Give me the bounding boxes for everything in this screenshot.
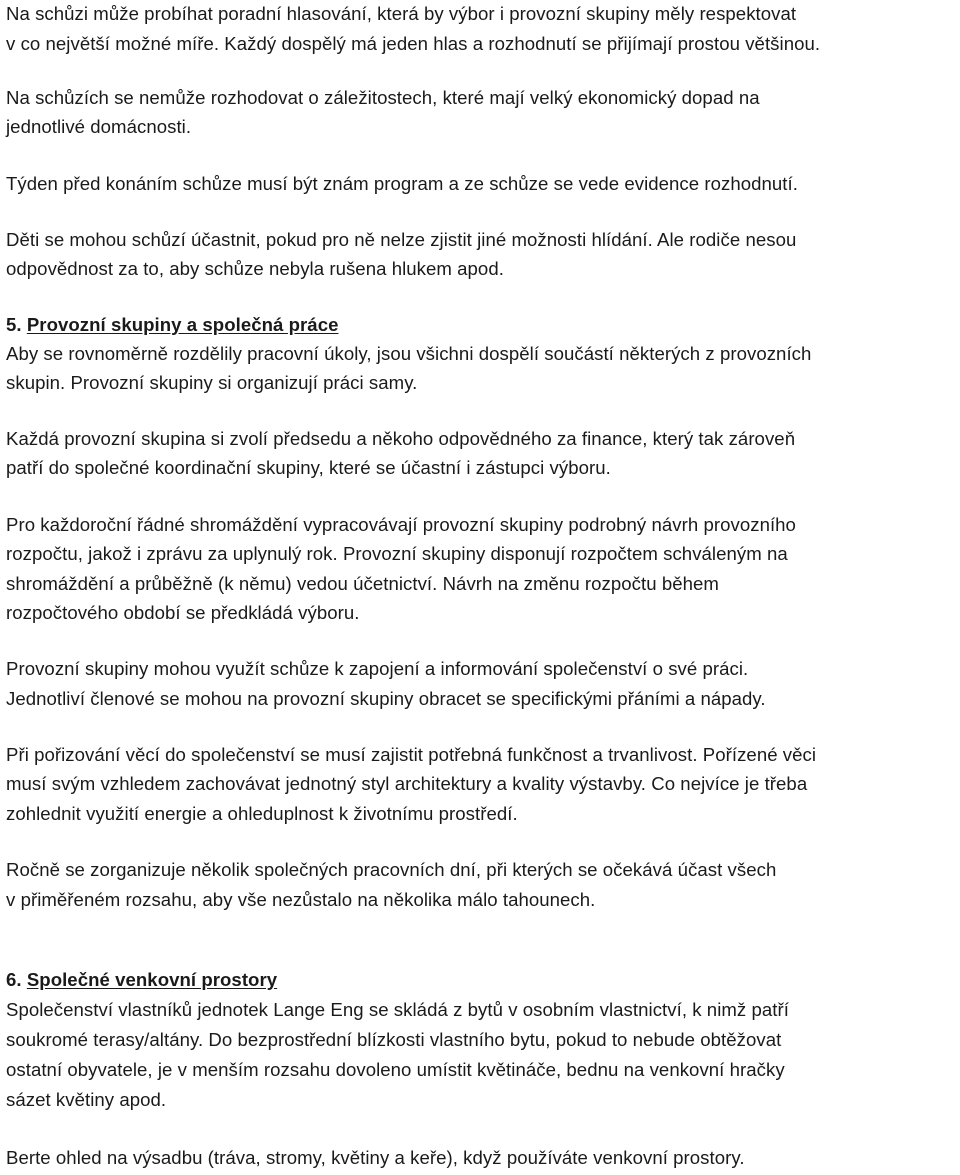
paragraph-economic-matters-line-2: jednotlivé domácnosti. xyxy=(6,116,192,137)
paragraph-meetings-line-1: Provozní skupiny mohou využít schůze k zapojení a informování společenství o své práci. xyxy=(6,658,749,679)
paragraph-budget-line-3: shromáždění a průběžně (k němu) vedou účetnictví. Návrh na změnu rozpočtu během xyxy=(6,573,719,594)
section-6-title: Společné venkovní prostory xyxy=(26,969,278,990)
paragraph-outdoor-areas-line-4: sázet květiny apod. xyxy=(6,1089,167,1110)
paragraph-group-chair-line-2: patří do společné koordinační skupiny, které se účastní i zástupci výboru. xyxy=(6,457,611,478)
section-5-title: Provozní skupiny a společná práce xyxy=(26,314,339,335)
paragraph-work-days-line-1: Ročně se zorganizuje několik společných pracovních dní, při kterých se očekává účast všech xyxy=(6,859,777,880)
paragraph-work-distribution-line-2: skupin. Provozní skupiny si organizují práci samy. xyxy=(6,372,418,393)
section-heading-5 xyxy=(6,313,338,337)
paragraph-budget-line-4: rozpočtového období se předkládá výboru. xyxy=(6,602,360,623)
paragraph-planting-line-1: Berte ohled na výsadbu (tráva, stromy, květiny a keře), když používáte venkovní prostory. xyxy=(6,1147,745,1168)
paragraph-purchases-line-3: zohlednit využití energie a ohleduplnost k životnímu prostředí. xyxy=(6,803,518,824)
section-5-number: 5. xyxy=(6,314,22,335)
paragraph-outdoor-areas-line-1: Společenství vlastníků jednotek Lange Eng se skládá z bytů v osobním vlastnictví, k nimž patří xyxy=(6,999,789,1020)
paragraph-agenda-line-1: Týden před konáním schůze musí být znám program a ze schůze se vede evidence rozhodnutí. xyxy=(6,173,798,194)
paragraph-group-chair-line-1: Každá provozní skupina si zvolí předsedu a někoho odpovědného za finance, který tak zároveň xyxy=(6,428,796,449)
section-heading-6 xyxy=(6,968,277,992)
section-6-number: 6. xyxy=(6,969,22,990)
paragraph-economic-matters-line-1: Na schůzích se nemůže rozhodovat o záležitostech, které mají velký ekonomický dopad na xyxy=(6,87,760,108)
paragraph-work-days-line-2: v přiměřeném rozsahu, aby vše nezůstalo na několika málo tahounech. xyxy=(6,889,596,910)
paragraph-budget-line-2: rozpočtu, jakož i zprávu za uplynulý rok. Provozní skupiny disponují rozpočtem schváleným na xyxy=(6,543,788,564)
paragraph-outdoor-areas-line-2: soukromé terasy/altány. Do bezprostřední blízkosti vlastního bytu, pokud to nebude obtěžovat xyxy=(6,1029,782,1050)
paragraph-meetings-line-2: Jednotliví členové se mohou na provozní skupiny obracet se specifickými přáními a nápady. xyxy=(6,688,766,709)
paragraph-children-line-2: odpovědnost za to, aby schůze nebyla rušena hlukem apod. xyxy=(6,258,504,279)
paragraph-outdoor-areas-line-3: ostatní obyvatele, je v menším rozsahu dovoleno umístit květináče, bednu na venkovní hračky xyxy=(6,1059,785,1080)
paragraph-advisory-vote-line-2: v co největší možné míře. Každý dospělý má jeden hlas a rozhodnutí se přijímají prostou většinou. xyxy=(6,33,821,54)
paragraph-purchases-line-1: Při pořizování věcí do společenství se musí zajistit potřebná funkčnost a trvanlivost. Pořízené věci xyxy=(6,744,817,765)
paragraph-purchases-line-2: musí svým vzhledem zachovávat jednotný styl architektury a kvality výstavby. Co nejvíce je třeba xyxy=(6,773,808,794)
paragraph-children-line-1: Děti se mohou schůzí účastnit, pokud pro ně nelze zjistit jiné možnosti hlídání. Ale rodiče nesou xyxy=(6,229,797,250)
paragraph-work-distribution-line-1: Aby se rovnoměrně rozdělily pracovní úkoly, jsou všichni dospělí součástí některých z provozních xyxy=(6,343,812,364)
paragraph-budget-line-1: Pro každoroční řádné shromáždění vypracovávají provozní skupiny podrobný návrh provozního xyxy=(6,514,796,535)
paragraph-advisory-vote-line-1: Na schůzi může probíhat poradní hlasování, která by výbor i provozní skupiny měly respektovat xyxy=(6,3,797,24)
